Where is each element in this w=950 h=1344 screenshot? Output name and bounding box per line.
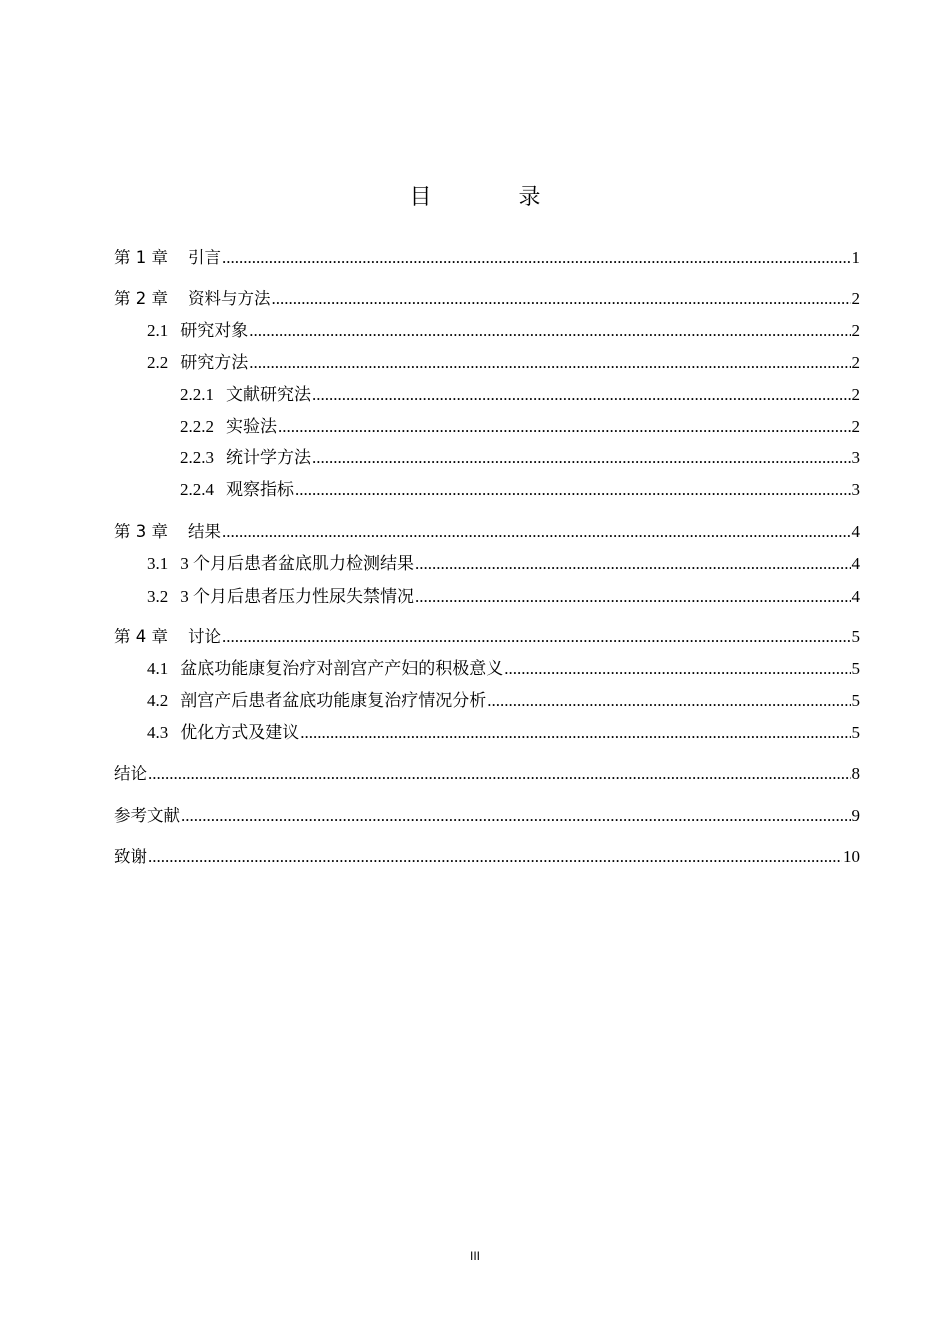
toc-entry-chapter-2[interactable]: [114, 288, 860, 310]
toc-page-number: 10: [843, 847, 860, 866]
toc-entry-label: 致谢: [114, 847, 147, 866]
toc-entry-label: 3.1 3 个月后患者盆底肌力检测结果: [147, 554, 414, 573]
toc-entry-label: 4.2 剖宫产后患者盆底功能康复治疗情况分析: [147, 691, 487, 710]
toc-entry-3-2[interactable]: [147, 586, 860, 608]
toc-page-number: 4: [851, 587, 860, 606]
dot-leader: [504, 658, 850, 680]
dot-leader: [249, 352, 850, 374]
toc-entry-chapter-4[interactable]: [114, 626, 860, 648]
toc-entry-label: 2.2 研究方法: [147, 353, 249, 372]
toc-entry-label: 2.2.2 实验法: [180, 417, 277, 436]
dot-leader: [249, 320, 850, 342]
toc-entry-2-2-3[interactable]: [180, 447, 860, 469]
toc-entry-2-2-2[interactable]: [180, 416, 860, 438]
dot-leader: [148, 763, 851, 785]
dot-leader: [300, 722, 850, 744]
toc-page-number: 2: [851, 417, 860, 436]
dot-leader: [415, 586, 851, 608]
toc-page-number: 4: [851, 554, 860, 573]
toc-entry-chapter-3[interactable]: [114, 521, 860, 543]
toc-entry-4-2[interactable]: [147, 690, 860, 712]
dot-leader: [312, 384, 851, 406]
toc-page-number: 2: [851, 353, 860, 372]
dot-leader: [222, 247, 851, 269]
toc-entry-label: 第 3 章 结果: [114, 522, 221, 541]
toc-entry-label: 参考文献: [114, 806, 180, 825]
dot-leader: [272, 288, 851, 310]
toc-entry-label: 2.2.1 文献研究法: [180, 385, 311, 404]
toc-page-number: 5: [851, 723, 860, 742]
toc-entry-label: 4.3 优化方式及建议: [147, 723, 300, 742]
toc-entry-label: 2.2.4 观察指标: [180, 480, 294, 499]
toc-entry-chapter-1[interactable]: [114, 247, 860, 269]
dot-leader: [148, 846, 842, 868]
toc-entry-references[interactable]: [114, 805, 860, 827]
dot-leader: [222, 626, 851, 648]
toc-page-number: 2: [851, 289, 860, 308]
dot-leader: [415, 553, 851, 575]
toc-entry-label: 结论: [114, 764, 147, 783]
toc-entry-label: 3.2 3 个月后患者压力性尿失禁情况: [147, 587, 414, 606]
toc-entry-label: 4.1 盆底功能康复治疗对剖宫产产妇的积极意义: [147, 659, 504, 678]
footer-page-number: III: [469, 1249, 480, 1263]
toc-entry-4-1[interactable]: [147, 658, 860, 680]
page-title: 目 录: [409, 185, 581, 210]
toc-entry-conclusion[interactable]: [114, 763, 860, 785]
toc-page-number: 2: [851, 321, 860, 340]
toc-page-number: 5: [851, 691, 860, 710]
dot-leader: [295, 479, 851, 501]
toc-entry-label: 第 2 章 资料与方法: [114, 289, 271, 308]
toc-entry-label: 第 4 章 讨论: [114, 627, 221, 646]
toc-page-number: 3: [851, 448, 860, 467]
toc-entry-label: 2.1 研究对象: [147, 321, 249, 340]
toc-entry-3-1[interactable]: [147, 553, 860, 575]
dot-leader: [312, 447, 851, 469]
dot-leader: [487, 690, 850, 712]
toc-page-number: 4: [851, 522, 860, 541]
toc-page-number: 5: [851, 627, 860, 646]
dot-leader: [278, 416, 851, 438]
toc-entry-label: 第 1 章 引言: [114, 248, 221, 267]
toc-entry-4-3[interactable]: [147, 722, 860, 744]
dot-leader: [222, 521, 851, 543]
toc-page-number: 1: [851, 248, 860, 267]
toc-entry-2-2-1[interactable]: [180, 384, 860, 406]
toc-entry-acknowledgements[interactable]: [114, 846, 860, 868]
dot-leader: [181, 805, 851, 827]
toc-page-number: 8: [851, 764, 860, 783]
toc-entry-2-2-4[interactable]: [180, 479, 860, 501]
toc-page-number: 9: [851, 806, 860, 825]
toc-page-number: 2: [851, 385, 860, 404]
toc-entry-2-2[interactable]: [147, 352, 860, 374]
toc-page-number: 5: [851, 659, 860, 678]
toc-entry-label: 2.2.3 统计学方法: [180, 448, 311, 467]
toc-page-number: 3: [851, 480, 860, 499]
toc-entry-2-1[interactable]: [147, 320, 860, 342]
